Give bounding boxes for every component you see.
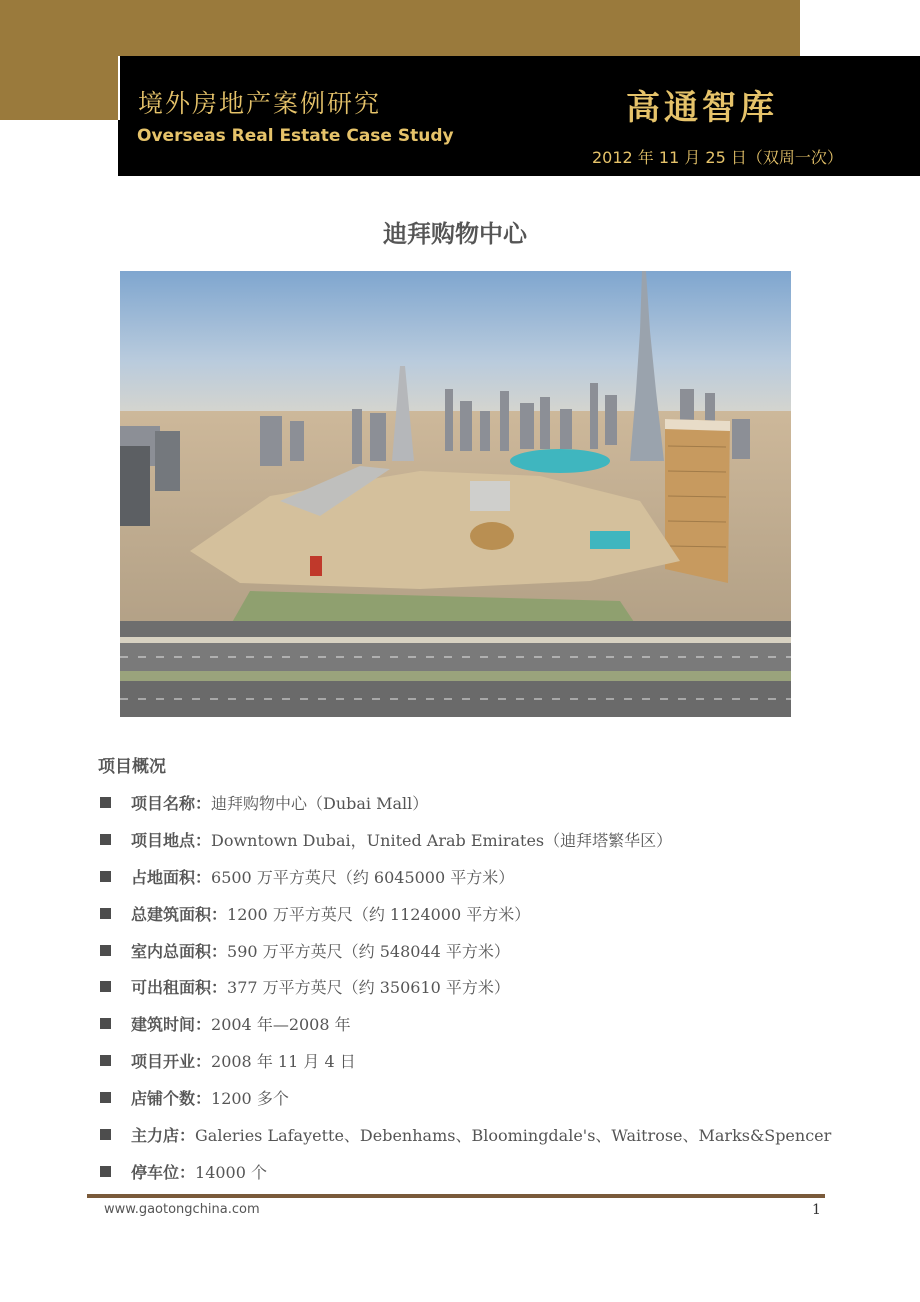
document-title: 迪拜购物中心 [383,220,527,248]
footer-rule [87,1194,825,1198]
fact-label: 店铺个数： [131,1089,212,1109]
dubai-mall-aerial-photo [120,271,791,717]
list-item [100,858,880,895]
fact-value: 6500 万平方英尺（约 6045000 平方米） [211,867,515,887]
square-bullet-icon [100,1092,111,1103]
square-bullet-icon [100,981,111,992]
list-item [100,1079,880,1116]
list-item [100,968,880,1005]
list-item [100,1042,880,1079]
list-item [100,784,880,821]
fact-value: 1200 万平方英尺（约 1124000 平方米） [227,904,531,924]
list-item [100,932,880,969]
list-item [100,821,880,858]
fact-label: 室内总面积： [131,941,228,961]
square-bullet-icon [100,1129,111,1140]
fact-label: 项目地点： [131,830,212,850]
fact-label: 总建筑面积： [131,904,228,924]
footer-url[interactable]: www.gaotongchina.com [104,1202,260,1217]
header-white-notch [800,0,920,56]
project-facts-list [100,784,880,1190]
fact-label: 可出租面积： [131,978,228,998]
header-divider [118,56,120,120]
fact-label: 占地面积： [131,867,212,887]
fact-label: 建筑时间： [131,1015,212,1035]
fact-value: 2004 年—2008 年 [211,1015,351,1035]
list-item [100,1153,880,1190]
square-bullet-icon [100,797,111,808]
fact-value: 590 万平方英尺（约 548044 平方米） [227,941,510,961]
header-title-en: Overseas Real Estate Case Study [137,126,454,146]
fact-value: 2008 年 11 月 4 日 [211,1052,356,1072]
list-item [100,1116,880,1153]
header-brand: 高通智库 [626,88,778,128]
fact-label: 项目名称： [131,793,212,813]
section-heading-overview: 项目概况 [98,757,166,777]
fact-value: 14000 个 [195,1162,268,1182]
page-number: 1 [812,1202,821,1218]
square-bullet-icon [100,871,111,882]
fact-value: 1200 多个 [211,1089,289,1109]
square-bullet-icon [100,834,111,845]
square-bullet-icon [100,1055,111,1066]
list-item [100,1005,880,1042]
header-date: 2012 年 11 月 25 日（双周一次） [592,148,843,167]
square-bullet-icon [100,945,111,956]
fact-label: 项目开业： [131,1052,212,1072]
square-bullet-icon [100,908,111,919]
fact-value: 377 万平方英尺（约 350610 平方米） [227,978,510,998]
fact-label: 停车位： [131,1162,196,1182]
fact-value: Galeries Lafayette、Debenhams、Bloomingdale's、Waitrose、Marks&Spencer [195,1125,832,1145]
list-item [100,895,880,932]
square-bullet-icon [100,1166,111,1177]
fact-label: 主力店： [131,1125,196,1145]
fact-value: Downtown Dubai，United Arab Emirates（迪拜塔繁华区） [211,830,673,850]
header-title-cn: 境外房地产案例研究 [138,89,382,118]
fact-value: 迪拜购物中心（Dubai Mall） [211,793,429,813]
square-bullet-icon [100,1018,111,1029]
